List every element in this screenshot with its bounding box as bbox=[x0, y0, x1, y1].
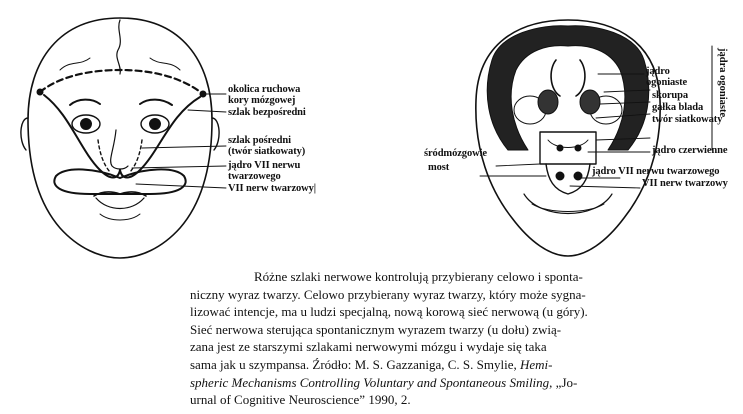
right-brain-section-drawing bbox=[476, 20, 712, 256]
caption-line-6 bbox=[190, 356, 735, 374]
label-ogoniaste: ogoniaste bbox=[646, 77, 688, 88]
label-kory-mozgowej: kory mózgowej bbox=[228, 95, 296, 106]
label-vii-nerw-twarzowy-left: VII nerw twarzowy| bbox=[228, 183, 316, 194]
caption-line-7b: , „Jo- bbox=[549, 374, 578, 390]
label-most: most bbox=[428, 162, 450, 173]
caption-line-7a: spheric Mechanisms Controlling Voluntary and Spontaneous Smiling bbox=[190, 374, 550, 390]
left-face-drawing bbox=[21, 18, 226, 258]
label-jadro-vii-nerwu-twarzowego: jądro VII nerwu twarzowego bbox=[592, 166, 720, 177]
label-jadra-ogoniaste-vertical: jądra ogoniaste bbox=[717, 48, 728, 118]
caption-line-2: niczny wyraz twarzy. Celowo przybierany wyraz twarzy, który może sygna- bbox=[190, 286, 586, 302]
label-skorupa: skorupa bbox=[652, 90, 689, 101]
caption-line-8: urnal of Cognitive Neuroscience” 1990, 2. bbox=[190, 392, 411, 408]
label-galka-blada: gałka blada bbox=[652, 102, 704, 113]
figure-caption bbox=[190, 268, 735, 409]
label-vii-nerw-twarzowy-right: VII nerw twarzowy bbox=[642, 178, 728, 189]
caption-line-5: zana jest ze starszymi szlakami nerwowymi mózgu i wydaje się taka bbox=[190, 339, 547, 355]
label-szlak-bezposredni: szlak bezpośredni bbox=[228, 107, 306, 118]
label-szlak-posredni: szlak pośredni bbox=[228, 135, 291, 146]
label-twor-siatkowaty: twór siatkowaty bbox=[652, 114, 723, 125]
label-jadro: jądro bbox=[646, 66, 670, 77]
caption-line-3: lizować intencje, ma u ludzi specjalną, nową korową sieć nerwową (u góry). bbox=[190, 304, 588, 320]
label-okolica-ruchowa: okolica ruchowa bbox=[228, 84, 301, 95]
label-jadro-vii-nerwu: jądro VII nerwu bbox=[228, 160, 301, 171]
caption-line-1: Różne szlaki nerwowe kontrolują przybierany celowo i sponta- bbox=[254, 269, 583, 284]
label-jadro-czerwienne: jądro czerwienne bbox=[652, 145, 728, 156]
caption-line-6a: sama jak u szympansa. Źródło: M. S. Gazzaniga, C. S. Smylie, bbox=[190, 356, 521, 372]
caption-line-4: Sieć nerwowa sterująca spontanicznym wyrazem twarzy (u dołu) zwią- bbox=[190, 321, 562, 337]
label-twarzowego: twarzowego bbox=[228, 171, 281, 182]
label-twor-siatkowaty-paren: (twór siatkowaty) bbox=[228, 146, 306, 157]
label-srodmozgowie: śródmózgowie bbox=[424, 148, 487, 159]
caption-line-7 bbox=[190, 374, 735, 392]
caption-line-6b: Hemi- bbox=[520, 356, 553, 372]
